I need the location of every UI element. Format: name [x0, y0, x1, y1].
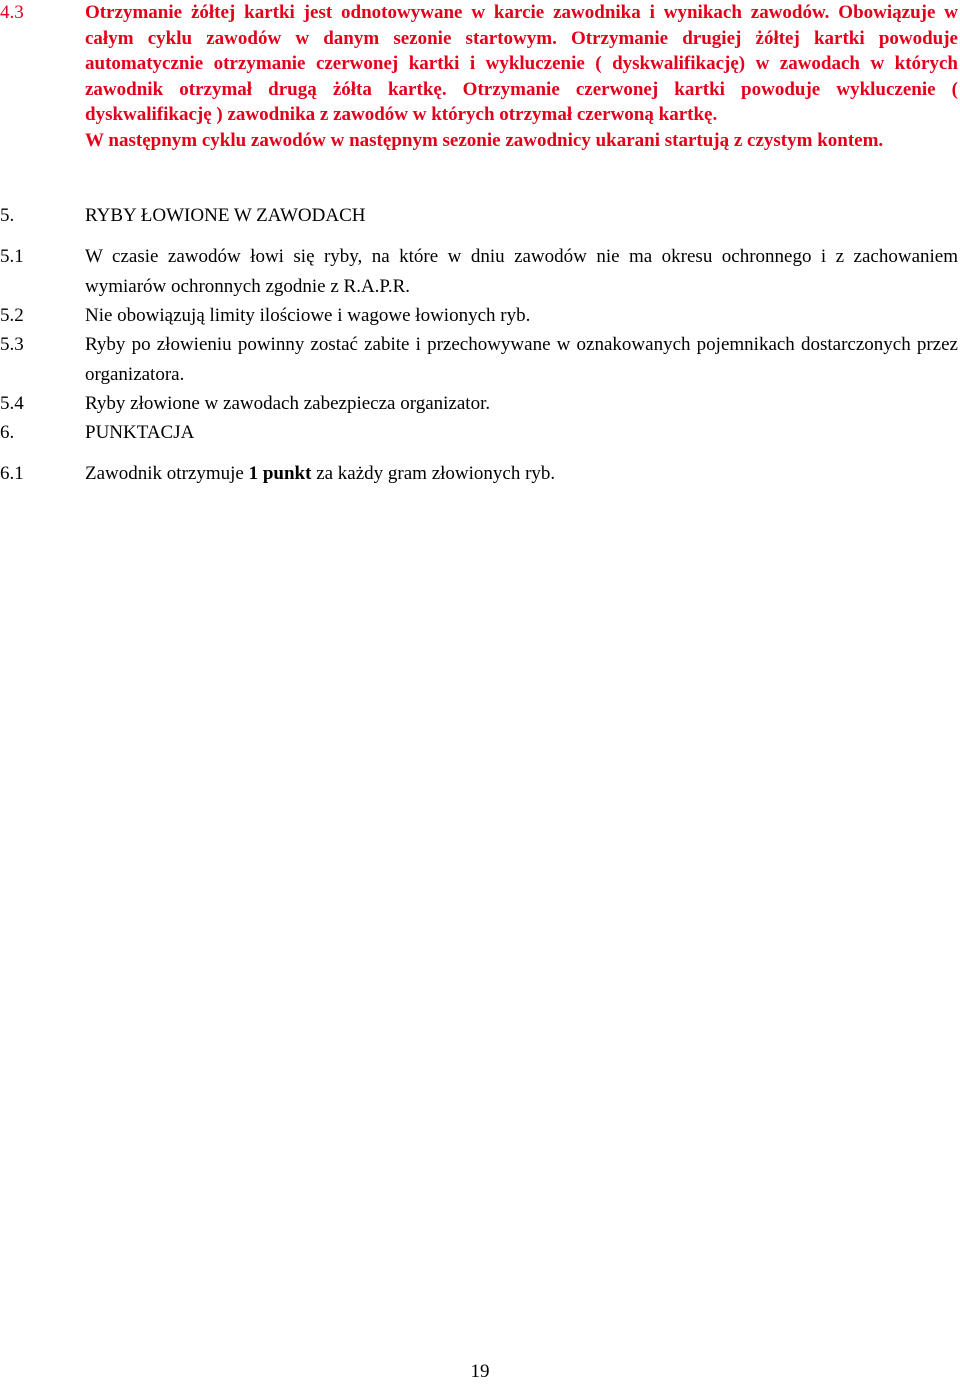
item-number: 5.1	[0, 246, 24, 267]
text-before: Zawodnik otrzymuje	[85, 463, 244, 484]
points-value: 1 punkt	[248, 463, 312, 484]
section-6-heading	[0, 420, 960, 448]
list-item	[0, 459, 960, 489]
paragraph: Otrzymanie żółtej kartki jest odnotowywane w karcie zawodnika i wynikach zawodów. Obowiązuje w całym cyklu zawodów w danym sezonie startowym. Otrzymanie drugiej żółtej kartki powoduje automatycznie otrzymanie czerwonej kartki i wykluczenie ( dyskwalifikację) w zawodach w których zawodnik otrzymał drugą żółta kartkę. Otrzymanie czerwonej kartki powoduje wykluczenie ( dyskwalifikację ) zawodnika z zawodów w których otrzymał czerwoną kartkę.	[85, 2, 958, 125]
section-4-3-text	[85, 0, 958, 153]
list-item	[0, 330, 960, 390]
list-item	[0, 242, 960, 302]
section-number: 5.	[0, 205, 15, 226]
item-number: 5.2	[0, 305, 24, 326]
section-title: RYBY ŁOWIONE W ZAWODACH	[85, 205, 366, 226]
page-number: 19	[470, 1361, 490, 1382]
item-text: Ryby po złowieniu powinny zostać zabite i przechowywane w oznakowanych pojemnikach dostarczonych przez organizatora.	[85, 334, 958, 385]
paragraph: W następnym cyklu zawodów w następnym sezonie zawodnicy ukarani startują z czystym kontem.	[85, 129, 884, 151]
section-title: PUNKTACJA	[85, 422, 195, 443]
item-number: 6.1	[0, 463, 24, 484]
item-text: W czasie zawodów łowi się ryby, na które w dniu zawodów nie ma okresu ochronnego i z zachowaniem wymiarów ochronnych zgodnie z R.A.P.R.	[85, 246, 958, 297]
item-number: 5.4	[0, 393, 24, 414]
section-number: 6.	[0, 422, 15, 443]
list-item	[0, 301, 960, 331]
item-text: Nie obowiązują limity ilościowe i wagowe łowionych ryb.	[85, 305, 531, 326]
item-number: 5.3	[0, 334, 24, 355]
list-item	[0, 389, 960, 419]
item-text	[85, 459, 958, 489]
section-number: 4.3	[0, 2, 24, 23]
section-4-3	[0, 0, 960, 205]
section-5-heading	[0, 203, 960, 231]
item-text: Ryby złowione w zawodach zabezpiecza organizator.	[85, 393, 491, 414]
text-after: za każdy gram złowionych ryb.	[316, 463, 556, 484]
